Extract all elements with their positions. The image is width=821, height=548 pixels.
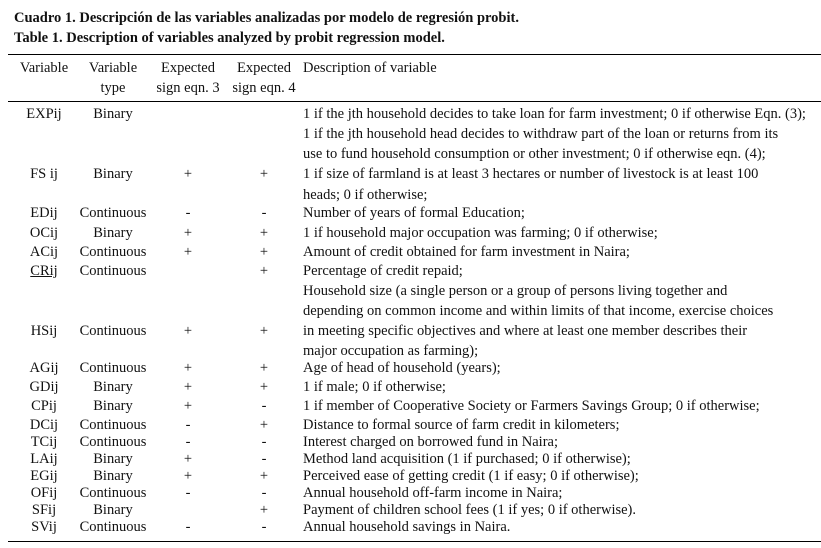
description-cell bbox=[303, 502, 817, 519]
header-bottom-rule bbox=[8, 101, 821, 102]
sign-eqn-3-cell: - bbox=[185, 205, 191, 221]
sign-eqn-3-cell: + bbox=[183, 398, 193, 414]
variable-cell: EDij bbox=[30, 205, 58, 221]
variable-cell: EGij bbox=[30, 468, 58, 484]
description-line: in meeting specific objectives and where at least one member describes their bbox=[303, 323, 748, 339]
description-line: 1 if member of Cooperative Society or Farmers Savings Group; 0 if otherwise; bbox=[303, 398, 760, 414]
type-cell: Continuous bbox=[79, 417, 147, 433]
type-cell: Continuous bbox=[79, 519, 147, 535]
description-line: Distance to formal source of farm credit in kilometers; bbox=[303, 417, 620, 433]
description-line: Payment of children school fees (1 if yes; 0 if otherwise). bbox=[303, 502, 637, 518]
type-cell: Binary bbox=[93, 379, 133, 395]
variable-cell: TCij bbox=[30, 434, 58, 450]
type-cell: Continuous bbox=[79, 205, 147, 221]
type-cell: Binary bbox=[93, 451, 133, 467]
description-cell bbox=[303, 243, 817, 262]
sign-eqn-4-cell: - bbox=[261, 398, 267, 414]
variable-cell: EXPij bbox=[26, 106, 62, 122]
sign-eqn-4-cell: - bbox=[261, 434, 267, 450]
description-cell bbox=[303, 378, 817, 397]
description-line: depending on common income and within limits of that income, exercise choices bbox=[303, 303, 774, 319]
type-cell: Binary bbox=[93, 468, 133, 484]
variable-cell: OFij bbox=[30, 485, 58, 501]
description-line: Annual household savings in Naira. bbox=[303, 519, 511, 535]
type-cell: Continuous bbox=[79, 263, 147, 279]
variable-cell: DCij bbox=[29, 417, 59, 433]
variable-cell: LAij bbox=[30, 451, 58, 467]
header-description: Description of variable bbox=[303, 60, 437, 76]
type-cell: Continuous bbox=[79, 485, 147, 501]
type-cell: Binary bbox=[93, 502, 133, 518]
sign-eqn-4-cell: + bbox=[259, 263, 269, 279]
description-line: Amount of credit obtained for farm investment in Naira; bbox=[303, 244, 630, 260]
sign-eqn-4-cell: - bbox=[261, 519, 267, 535]
description-cell bbox=[303, 262, 817, 281]
description-cell bbox=[303, 468, 817, 485]
variable-cell: SFij bbox=[31, 502, 57, 518]
sign-eqn-4-cell: + bbox=[259, 244, 269, 260]
caption-english: Table 1. Description of variables analyzed by probit regression model. bbox=[14, 30, 445, 46]
type-cell: Binary bbox=[93, 106, 133, 122]
type-cell: Binary bbox=[93, 398, 133, 414]
sign-eqn-4-cell: + bbox=[259, 379, 269, 395]
sign-eqn-3-cell: - bbox=[185, 417, 191, 433]
type-cell: Continuous bbox=[79, 323, 147, 339]
variable-cell: OCij bbox=[29, 225, 59, 241]
sign-eqn-3-cell: + bbox=[183, 323, 193, 339]
variable-cell: FS ij bbox=[30, 166, 58, 182]
variable-cell: GDij bbox=[29, 379, 59, 395]
sign-eqn-3-cell: + bbox=[183, 451, 193, 467]
description-line: Perceived ease of getting credit (1 if easy; 0 if otherwise); bbox=[303, 468, 639, 484]
description-cell bbox=[303, 204, 817, 223]
sign-eqn-4-cell: + bbox=[259, 225, 269, 241]
description-line: Household size (a single person or a group of persons living together and bbox=[303, 283, 728, 299]
sign-eqn-3-cell: - bbox=[185, 485, 191, 501]
description-line: Percentage of credit repaid; bbox=[303, 263, 463, 279]
variable-cell: CPij bbox=[31, 398, 57, 414]
sign-eqn-4-cell: - bbox=[261, 451, 267, 467]
description-line: major occupation as farming); bbox=[303, 343, 479, 359]
table-bottom-rule bbox=[8, 541, 821, 542]
description-line: 1 if size of farmland is at least 3 hectares or number of livestock is at least 100 bbox=[303, 166, 759, 182]
description-cell bbox=[303, 359, 817, 378]
description-cell bbox=[303, 485, 817, 502]
type-cell: Continuous bbox=[79, 244, 147, 260]
description-cell bbox=[303, 224, 817, 243]
header-expected-sign-eqn-4: Expected sign eqn. 4 bbox=[232, 60, 296, 96]
description-line: Annual household off-farm income in Naira; bbox=[303, 485, 563, 501]
description-line: Interest charged on borrowed fund in Naira; bbox=[303, 434, 559, 450]
description-line: heads; 0 if otherwise; bbox=[303, 187, 428, 203]
type-cell: Binary bbox=[93, 225, 133, 241]
variable-cell: CRij bbox=[30, 263, 58, 279]
description-line: Age of head of household (years); bbox=[303, 360, 501, 376]
type-cell: Binary bbox=[93, 166, 133, 182]
description-line: 1 if the jth household head decides to withdraw part of the loan or returns from its bbox=[303, 126, 779, 142]
description-cell bbox=[303, 434, 817, 451]
description-line: Method land acquisition (1 if purchased; 0 if otherwise); bbox=[303, 451, 631, 467]
description-cell bbox=[303, 281, 817, 361]
description-cell bbox=[303, 416, 817, 434]
sign-eqn-4-cell: + bbox=[259, 166, 269, 182]
variable-cell: ACij bbox=[29, 244, 59, 260]
description-line: use to fund household consumption or other investment; 0 if otherwise eqn. (4); bbox=[303, 146, 766, 162]
description-line: 1 if household major occupation was farming; 0 if otherwise; bbox=[303, 225, 658, 241]
header-variable: Variable bbox=[19, 60, 69, 76]
sign-eqn-3-cell: + bbox=[183, 244, 193, 260]
description-line: 1 if the jth household decides to take loan for farm investment; 0 if otherwise Eqn. (3); bbox=[303, 106, 806, 122]
description-cell bbox=[303, 164, 817, 206]
sign-eqn-4-cell: + bbox=[259, 502, 269, 518]
table-top-rule bbox=[8, 54, 821, 55]
description-cell bbox=[303, 451, 817, 468]
sign-eqn-4-cell: + bbox=[259, 417, 269, 433]
description-line: Number of years of formal Education; bbox=[303, 205, 525, 221]
sign-eqn-4-cell: + bbox=[259, 323, 269, 339]
header-expected-sign-eqn-3: Expected sign eqn. 3 bbox=[156, 60, 220, 96]
sign-eqn-3-cell: + bbox=[183, 360, 193, 376]
variable-cell: AGij bbox=[29, 360, 59, 376]
sign-eqn-4-cell: - bbox=[261, 485, 267, 501]
sign-eqn-4-cell: + bbox=[259, 468, 269, 484]
sign-eqn-3-cell: + bbox=[183, 225, 193, 241]
sign-eqn-3-cell: - bbox=[185, 434, 191, 450]
variable-cell: HSij bbox=[30, 323, 58, 339]
sign-eqn-3-cell: + bbox=[183, 166, 193, 182]
sign-eqn-4-cell: - bbox=[261, 205, 267, 221]
sign-eqn-3-cell: + bbox=[183, 468, 193, 484]
type-cell: Continuous bbox=[79, 434, 147, 450]
description-cell bbox=[303, 519, 817, 536]
caption-spanish: Cuadro 1. Descripción de las variables analizadas por modelo de regresión probit. bbox=[14, 10, 519, 26]
sign-eqn-3-cell: - bbox=[185, 519, 191, 535]
sign-eqn-4-cell: + bbox=[259, 360, 269, 376]
description-cell bbox=[303, 397, 817, 416]
sign-eqn-3-cell: + bbox=[183, 379, 193, 395]
type-cell: Continuous bbox=[79, 360, 147, 376]
header-variable-type: Variable type bbox=[88, 60, 138, 96]
description-line: 1 if male; 0 if otherwise; bbox=[303, 379, 446, 395]
variable-cell: SVij bbox=[31, 519, 57, 535]
description-cell bbox=[303, 104, 817, 164]
